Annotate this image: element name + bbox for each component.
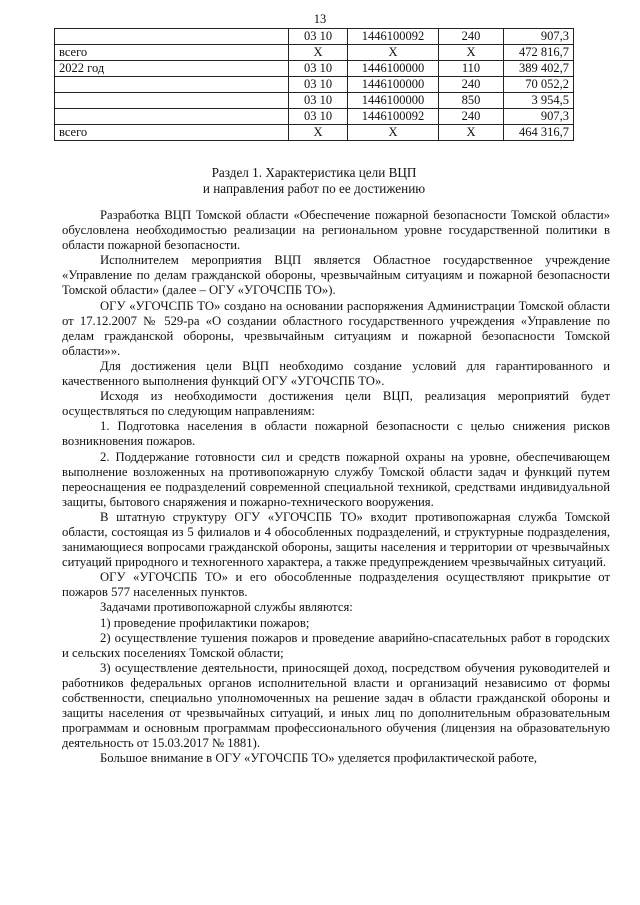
table-row [55,29,574,45]
paragraph: В штатную структуру ОГУ «УГОЧСПБ ТО» входит противопожарная служба Томской области, состоящая из 5 филиалов и 4 обособленных подразделений, и структурные подразделения, занимающиеся вопросами гражданской обороны, защиты населения и территории от чрезвычайных ситуаций природного и техногенного характера, а также предупреждением чрезвычайных ситуаций. [62,509,610,570]
table-cell: 472 816,7 [504,45,574,61]
table-cell: 70 052,2 [504,77,574,93]
budget-table [54,28,574,141]
table-cell: 464 316,7 [504,125,574,141]
table-cell: всего [55,45,289,61]
table-cell: 850 [439,93,504,109]
table-row [55,77,574,93]
table-cell: 389 402,7 [504,61,574,77]
table-cell: X [289,125,348,141]
table-cell: 1446100000 [348,61,439,77]
table-cell: 03 10 [289,29,348,45]
table-cell: 03 10 [289,61,348,77]
paragraph: ОГУ «УГОЧСПБ ТО» создано на основании распоряжения Администрации Томской области от 17.12.2007 № 529-ра «О создании областного государственного учреждения «Управление по делам гражданской обороны, чрезвычайным ситуациям и пожарной безопасности Томской области»». [62,298,610,358]
paragraph: Задачами противопожарной службы являются: [100,600,353,615]
table-cell [55,93,289,109]
body-text [62,208,610,766]
table-cell: X [348,125,439,141]
paragraph: Большое внимание в ОГУ «УГОЧСПБ ТО» уделяется профилактической работе, [100,751,538,766]
table-cell: X [439,125,504,141]
table-row [55,109,574,125]
paragraph: Исполнителем мероприятия ВЦП является Областное государственное учреждение «Управление по делам гражданской обороны, чрезвычайным ситуациям и пожарной безопасности Томской области» (далее – ОГУ «УГОЧСПБ ТО»). [62,253,610,298]
section-title-line-1: Раздел 1. Характеристика цели ВЦП [211,165,417,180]
table-cell: 3 954,5 [504,93,574,109]
table-cell: 03 10 [289,109,348,125]
paragraph: 1) проведение профилактики пожаров; [100,615,310,630]
table-cell: 03 10 [289,77,348,93]
paragraph: Разработка ВЦП Томской области «Обеспечение пожарной безопасности Томской области» обусловлена необходимостью реализации на региональном уровне государственной политики в области пожарной безопасности. [62,208,610,253]
paragraph: 2. Поддержание готовности сил и средств пожарной охраны на уровне, обеспечивающем выполнение возложенных на противопожарную службу Томской области задач и функций путем переоснащения ее подразделений современной специальной техникой, средствами индивидуальной защиты, бытового снаряжения и пожарно-технического вооружения. [62,449,610,509]
paragraph: 3) осуществление деятельности, приносящей доход, посредством обучения руководителей и работников федеральных органов исполнительной власти и организаций независимо от формы собственности, специально уполномоченных на решение задач в области гражданской обороны и защиты населения от чрезвычайных ситуаций, и иных лиц по дополнительным образовательным программам и основным программам профессионального обучения (лицензия на образовательную деятельность от 15.03.2017 № 1881). [62,660,610,751]
table-cell: 1446100092 [348,109,439,125]
section-title-line-2: и направления работ по ее достижению [202,181,426,196]
table-cell: X [439,45,504,61]
table-cell [55,29,289,45]
table-cell: X [289,45,348,61]
paragraph: Исходя из необходимости достижения цели ВЦП, реализация мероприятий будет осуществляться по следующим направлениям: [62,389,610,419]
table-cell: 1446100000 [348,77,439,93]
page-number: 13 [313,12,327,26]
table-cell: 907,3 [504,109,574,125]
section-title [54,165,574,197]
paragraph: 1. Подготовка населения в области пожарной безопасности с целью снижения рисков возникновения пожаров. [62,419,610,449]
table-cell: всего [55,125,289,141]
table-cell: 1446100000 [348,93,439,109]
paragraph: Для достижения цели ВЦП необходимо создание условий для гарантированного и качественного выполнения функций ОГУ «УГОЧСПБ ТО». [62,358,610,389]
table-row [55,93,574,109]
paragraph: 2) осуществление тушения пожаров и проведение аварийно-спасательных работ в городских и сельских поселениях Томской области; [62,630,610,660]
table-cell: X [348,45,439,61]
table-cell [55,77,289,93]
table-cell: 240 [439,77,504,93]
table-cell: 1446100092 [348,29,439,45]
table-cell: 110 [439,61,504,77]
table-cell: 907,3 [504,29,574,45]
table-cell: 03 10 [289,93,348,109]
table-cell [55,109,289,125]
table-cell: 2022 год [55,61,289,77]
table-row [55,45,574,61]
table-row [55,61,574,77]
table-row [55,125,574,141]
paragraph: ОГУ «УГОЧСПБ ТО» и его обособленные подразделения осуществляют прикрытие от пожаров 577 населенных пунктов. [62,570,610,600]
table-cell: 240 [439,29,504,45]
table-cell: 240 [439,109,504,125]
